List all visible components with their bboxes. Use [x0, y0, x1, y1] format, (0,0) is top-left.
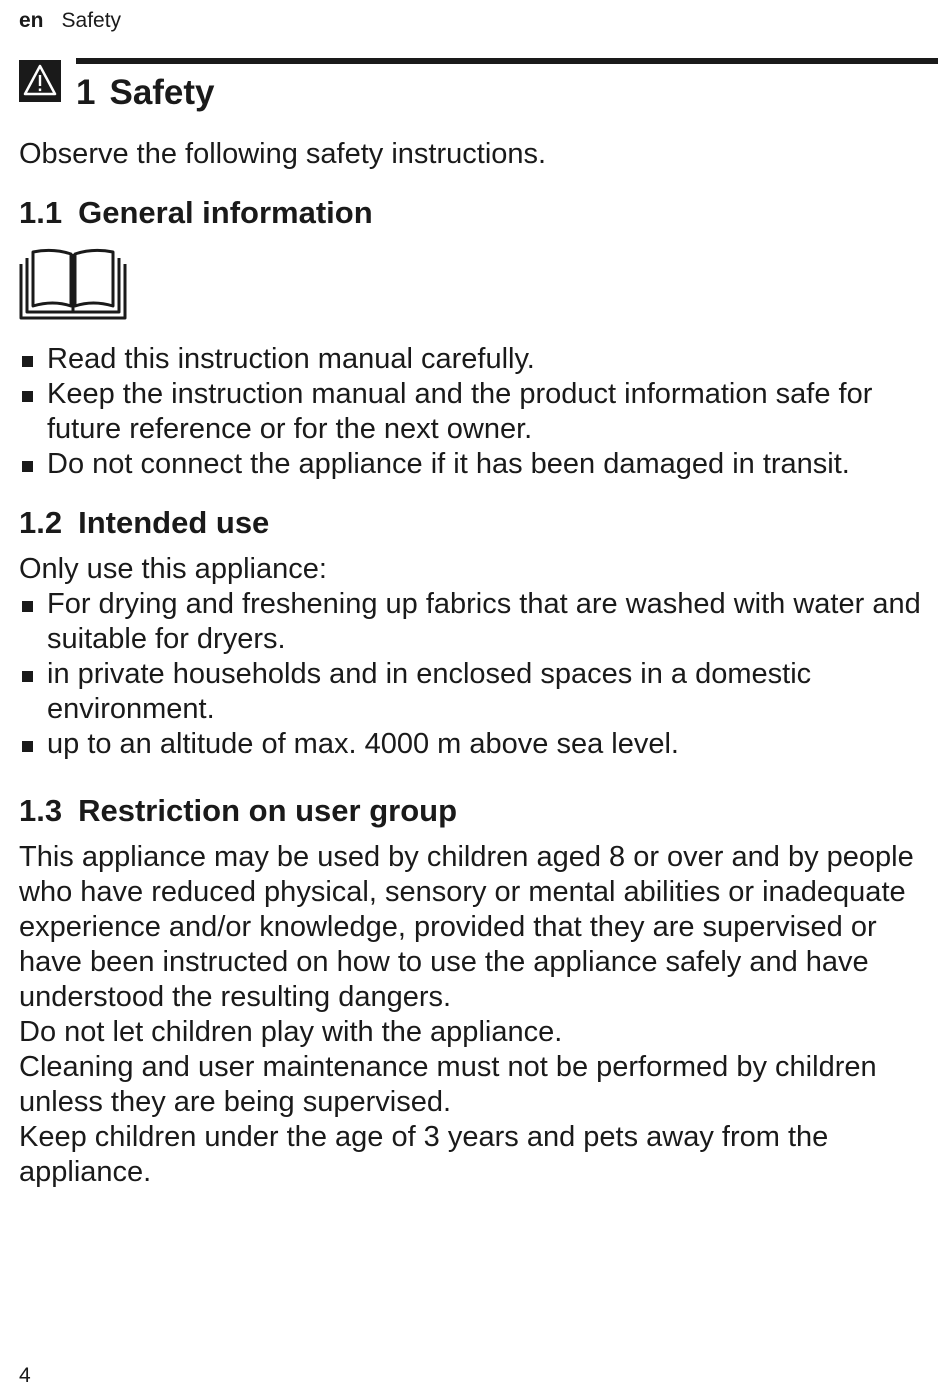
chapter-heading — [76, 72, 215, 114]
list-item: Read this instruction manual carefully. — [19, 342, 934, 377]
general-information-list — [19, 342, 934, 482]
section-number: 1.2 — [19, 505, 63, 540]
open-book-icon — [19, 246, 127, 320]
list-item: in private households and in enclosed spaces in a domestic environment. — [19, 657, 934, 727]
section-heading-intended-use — [19, 504, 934, 542]
page-content — [19, 137, 934, 1190]
section-title: Restriction on user group — [78, 793, 458, 828]
paragraph: This appliance may be used by children aged 8 or over and by people who have reduced physical, sensory or mental abilities or inadequate experience and/or knowledge, provided that they are supervised or have been instructed on how to use the appliance safely and have understood the resulting dangers. — [19, 841, 914, 1013]
section-number: 1.1 — [19, 195, 63, 230]
list-item: up to an altitude of max. 4000 m above sea level. — [19, 727, 934, 762]
section-number: 1.3 — [19, 793, 63, 828]
section-heading-restriction-on-user-group — [19, 792, 934, 830]
chapter-number: 1 — [76, 73, 96, 112]
paragraph: Cleaning and user maintenance must not be performed by children unless they are being supervised. — [19, 1051, 877, 1118]
intended-use-lead: Only use this appliance: — [19, 553, 327, 585]
paragraph: Do not let children play with the appliance. — [19, 1016, 563, 1048]
section-title: Intended use — [78, 505, 270, 540]
running-header-section: Safety — [61, 9, 122, 32]
intro-text: Observe the following safety instructions. — [19, 138, 547, 170]
paragraph: Keep children under the age of 3 years and pets away from the appliance. — [19, 1121, 829, 1188]
warning-triangle-icon — [19, 60, 61, 102]
intended-use-list — [19, 587, 934, 762]
chapter-title: Safety — [109, 73, 215, 112]
language-code: en — [19, 9, 44, 32]
section-title: General information — [78, 195, 373, 230]
list-item: Do not connect the appliance if it has been damaged in transit. — [19, 447, 934, 482]
chapter-rule — [76, 58, 938, 64]
section-heading-general-information — [19, 194, 934, 232]
running-header — [19, 9, 121, 33]
page-number: 4 — [19, 1364, 31, 1387]
list-item: Keep the instruction manual and the product information safe for future reference or for the next owner. — [19, 377, 934, 447]
list-item: For drying and freshening up fabrics that are washed with water and suitable for dryers. — [19, 587, 934, 657]
